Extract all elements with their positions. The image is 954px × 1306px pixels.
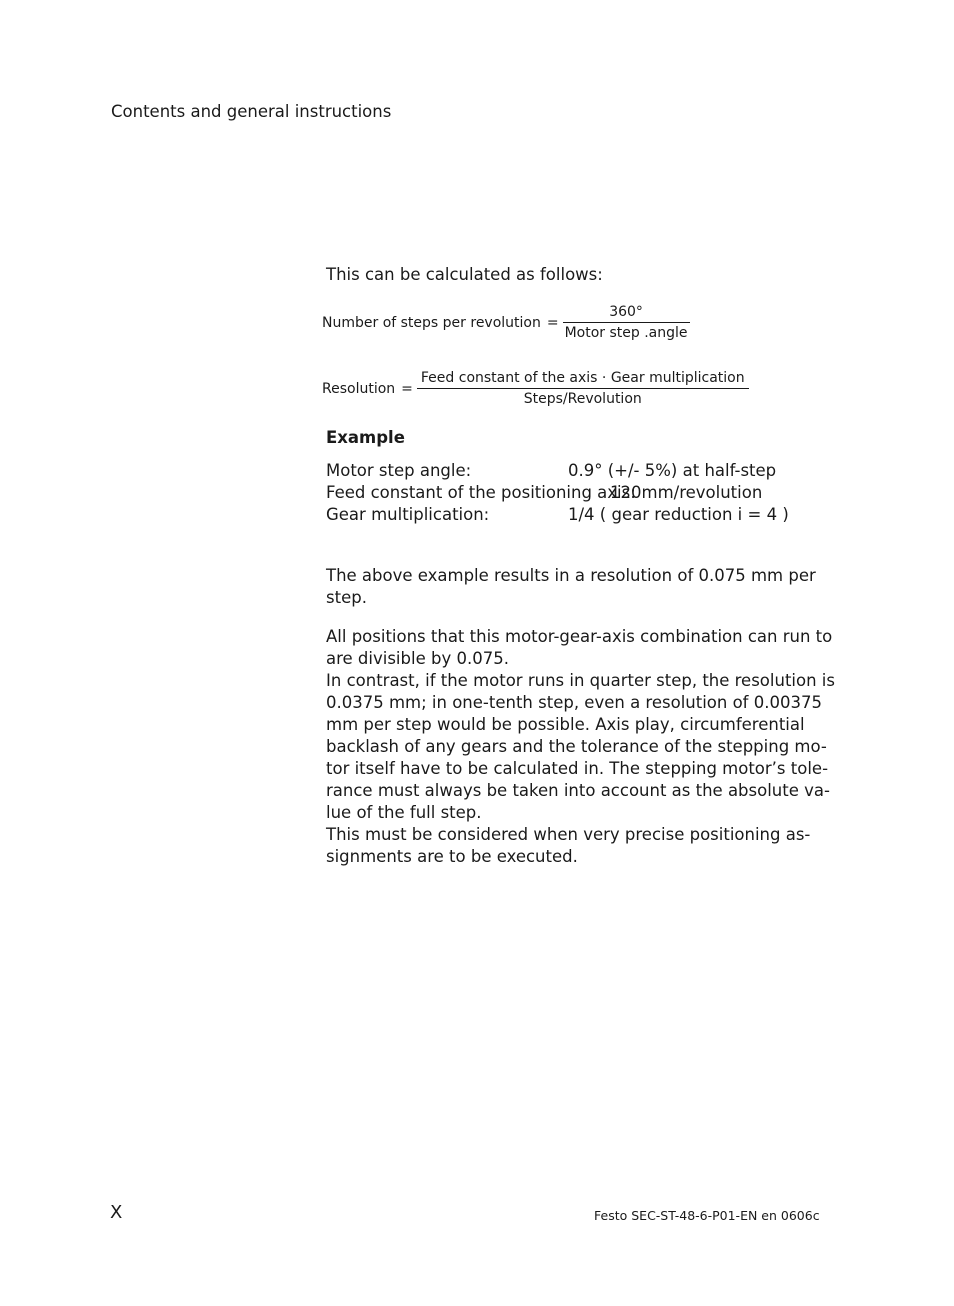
- intro-text: This can be calculated as follows:: [326, 265, 603, 284]
- text-line: rance must always be taken into account as the absolute va-: [326, 781, 830, 800]
- text-line: signments are to be executed.: [326, 847, 578, 866]
- text-line: tor itself have to be calculated in. The stepping motor’s tole-: [326, 759, 829, 778]
- example-heading: Example: [326, 428, 405, 447]
- text-line: 0.0375 mm; in one-tenth step, even a resolution of 0.00375: [326, 693, 822, 712]
- text-line: step.: [326, 588, 367, 607]
- footer-document-id: Festo SEC-ST-48-6-P01-EN en 0606c: [594, 1208, 820, 1223]
- formula-resolution: [322, 370, 747, 407]
- example-row-value: 1/4 ( gear reduction i = 4 ): [568, 505, 789, 524]
- example-row-label: Gear multiplication:: [326, 505, 490, 524]
- text-line: mm per step would be possible. Axis play, circumferential: [326, 715, 805, 734]
- example-row-label: Motor step angle:: [326, 461, 472, 480]
- paragraph-positions-notes: [326, 626, 835, 868]
- example-row-value: 120mm/revolution: [610, 483, 763, 502]
- formula-steps-lhs: Number of steps per revolution: [322, 314, 541, 331]
- formula-resolution-numerator: Feed constant of the axis · Gear multiplication: [417, 370, 749, 389]
- text-line: lue of the full step.: [326, 803, 482, 822]
- text-line: In contrast, if the motor runs in quarter step, the resolution is: [326, 671, 835, 690]
- paragraph-resolution-result: [326, 565, 816, 609]
- formula-steps-per-revolution: [322, 304, 688, 341]
- formula-steps-equals: =: [546, 314, 559, 331]
- formula-resolution-fraction: [419, 370, 747, 407]
- formula-steps-fraction: [565, 304, 688, 341]
- text-line: The above example results in a resolution of 0.075 mm per: [326, 566, 816, 585]
- text-line: This must be considered when very precise positioning as-: [326, 825, 811, 844]
- formula-steps-denominator: Motor step .angle: [564, 325, 688, 341]
- page-header-title: Contents and general instructions: [111, 102, 392, 121]
- formula-resolution-denominator: Steps/Revolution: [523, 391, 642, 407]
- example-row-value: 0.9° (+/- 5%) at half-step: [568, 461, 777, 480]
- text-line: are divisible by 0.075.: [326, 649, 509, 668]
- formula-steps-numerator: 360°: [563, 304, 690, 323]
- text-line: backlash of any gears and the tolerance of the stepping mo-: [326, 737, 827, 756]
- formula-resolution-lhs: Resolution: [322, 380, 396, 397]
- text-line: All positions that this motor-gear-axis combination can run to: [326, 627, 833, 646]
- footer-page-number: X: [110, 1202, 123, 1223]
- example-row-label: Feed constant of the positioning axis:: [326, 483, 636, 502]
- formula-resolution-equals: =: [401, 380, 413, 397]
